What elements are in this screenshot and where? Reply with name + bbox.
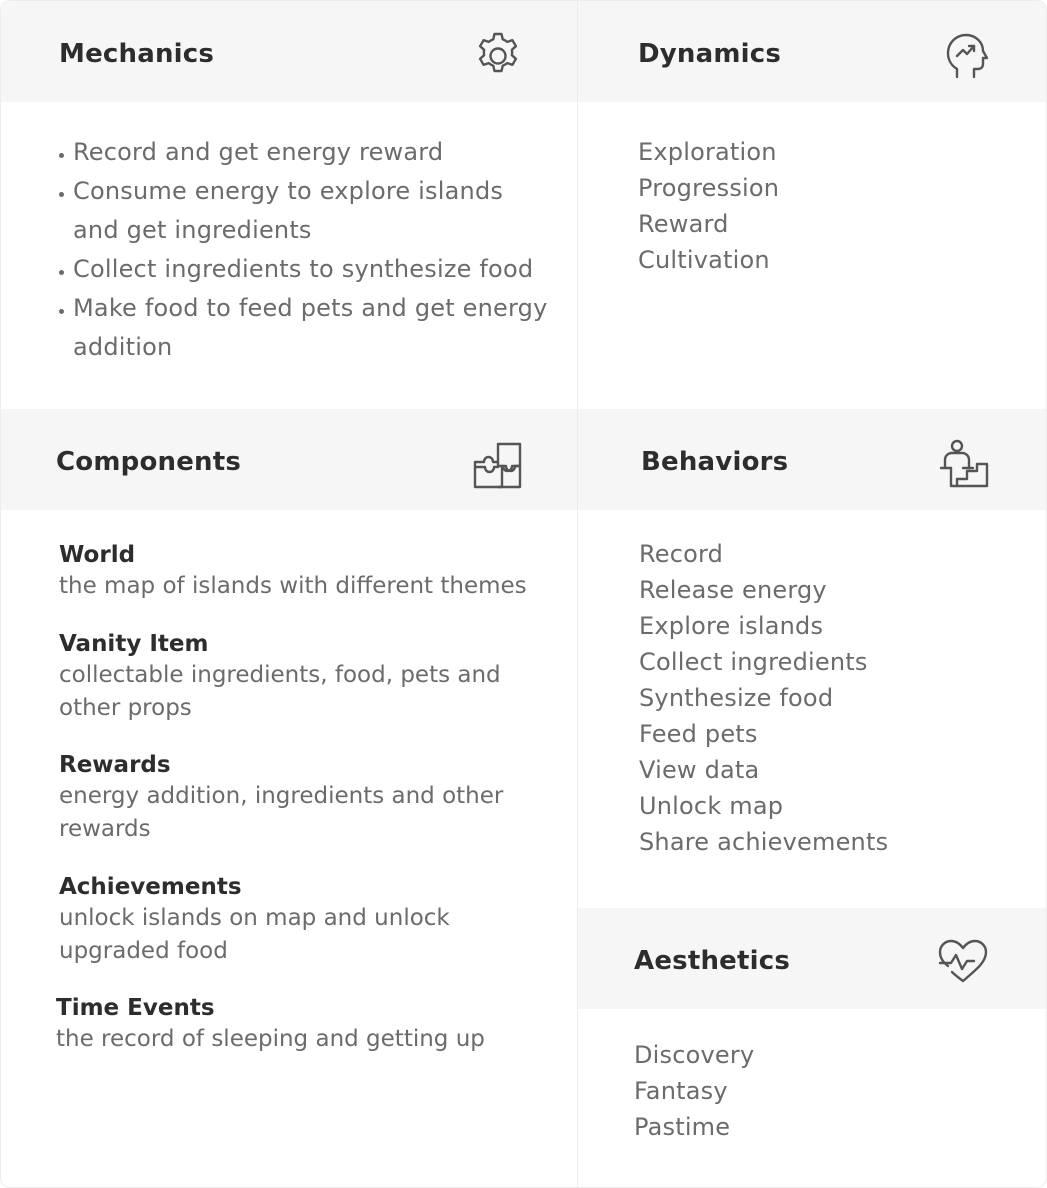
component-name: Achievements	[59, 874, 242, 900]
component-entry	[56, 994, 546, 1056]
component-description: collectable ingredients, food, pets and other props	[59, 662, 501, 721]
component-name: Rewards	[59, 752, 171, 778]
component-description: the record of sleeping and getting up	[56, 1026, 485, 1052]
mechanics-item: Consume energy to explore islands and get ingredients	[58, 172, 548, 250]
dynamics-item: Exploration	[638, 138, 777, 166]
behaviors-item: Feed pets	[639, 720, 758, 748]
aesthetics-item: Discovery	[634, 1041, 755, 1069]
behaviors-item: Collect ingredients	[639, 648, 868, 676]
component-name: World	[59, 542, 136, 568]
mechanics-item: Record and get energy reward	[58, 133, 548, 172]
behaviors-item: Explore islands	[639, 612, 824, 640]
behaviors-title: Behaviors	[641, 447, 789, 477]
component-name: Time Events	[56, 995, 215, 1021]
puzzle-icon	[470, 438, 524, 492]
component-entry	[59, 630, 549, 725]
aesthetics-item: Pastime	[634, 1113, 731, 1141]
mechanics-item: Collect ingredients to synthesize food	[58, 250, 548, 289]
behaviors-list	[639, 536, 1019, 860]
aesthetics-list	[634, 1037, 1014, 1145]
component-entry	[59, 873, 549, 968]
behaviors-header	[578, 409, 1047, 510]
behaviors-item: Unlock map	[639, 792, 784, 820]
component-description: the map of islands with different themes	[59, 573, 527, 599]
behaviors-item: View data	[639, 756, 760, 784]
components-title: Components	[56, 447, 242, 477]
person-steps-icon	[937, 437, 991, 491]
components-header	[1, 409, 577, 510]
component-description: energy addition, ingredients and other rewards	[59, 783, 504, 842]
behaviors-item: Share achievements	[639, 828, 889, 856]
aesthetics-header	[578, 908, 1047, 1009]
behaviors-item: Release energy	[639, 576, 827, 604]
column-divider	[577, 1, 578, 1188]
aesthetics-item: Fantasy	[634, 1077, 728, 1105]
component-entry	[59, 541, 549, 603]
dynamics-item: Cultivation	[638, 246, 770, 274]
dynamics-item: Reward	[638, 210, 729, 238]
aesthetics-title: Aesthetics	[634, 946, 791, 976]
heart-pulse-icon	[936, 933, 990, 987]
mechanics-list	[58, 133, 548, 367]
component-name: Vanity Item	[59, 631, 209, 657]
mechanics-header	[1, 1, 577, 102]
dynamics-list	[638, 134, 998, 278]
head-growth-icon	[938, 28, 992, 82]
dynamics-item: Progression	[638, 174, 780, 202]
dynamics-title: Dynamics	[638, 39, 782, 69]
component-entry	[59, 751, 549, 846]
behaviors-item: Record	[639, 540, 724, 568]
mechanics-title: Mechanics	[59, 39, 215, 69]
gear-icon	[471, 29, 525, 83]
component-description: unlock islands on map and unlock upgraded food	[59, 905, 450, 964]
mechanics-item: Make food to feed pets and get energy addition	[58, 289, 548, 367]
dynamics-header	[578, 1, 1047, 102]
behaviors-item: Synthesize food	[639, 684, 834, 712]
